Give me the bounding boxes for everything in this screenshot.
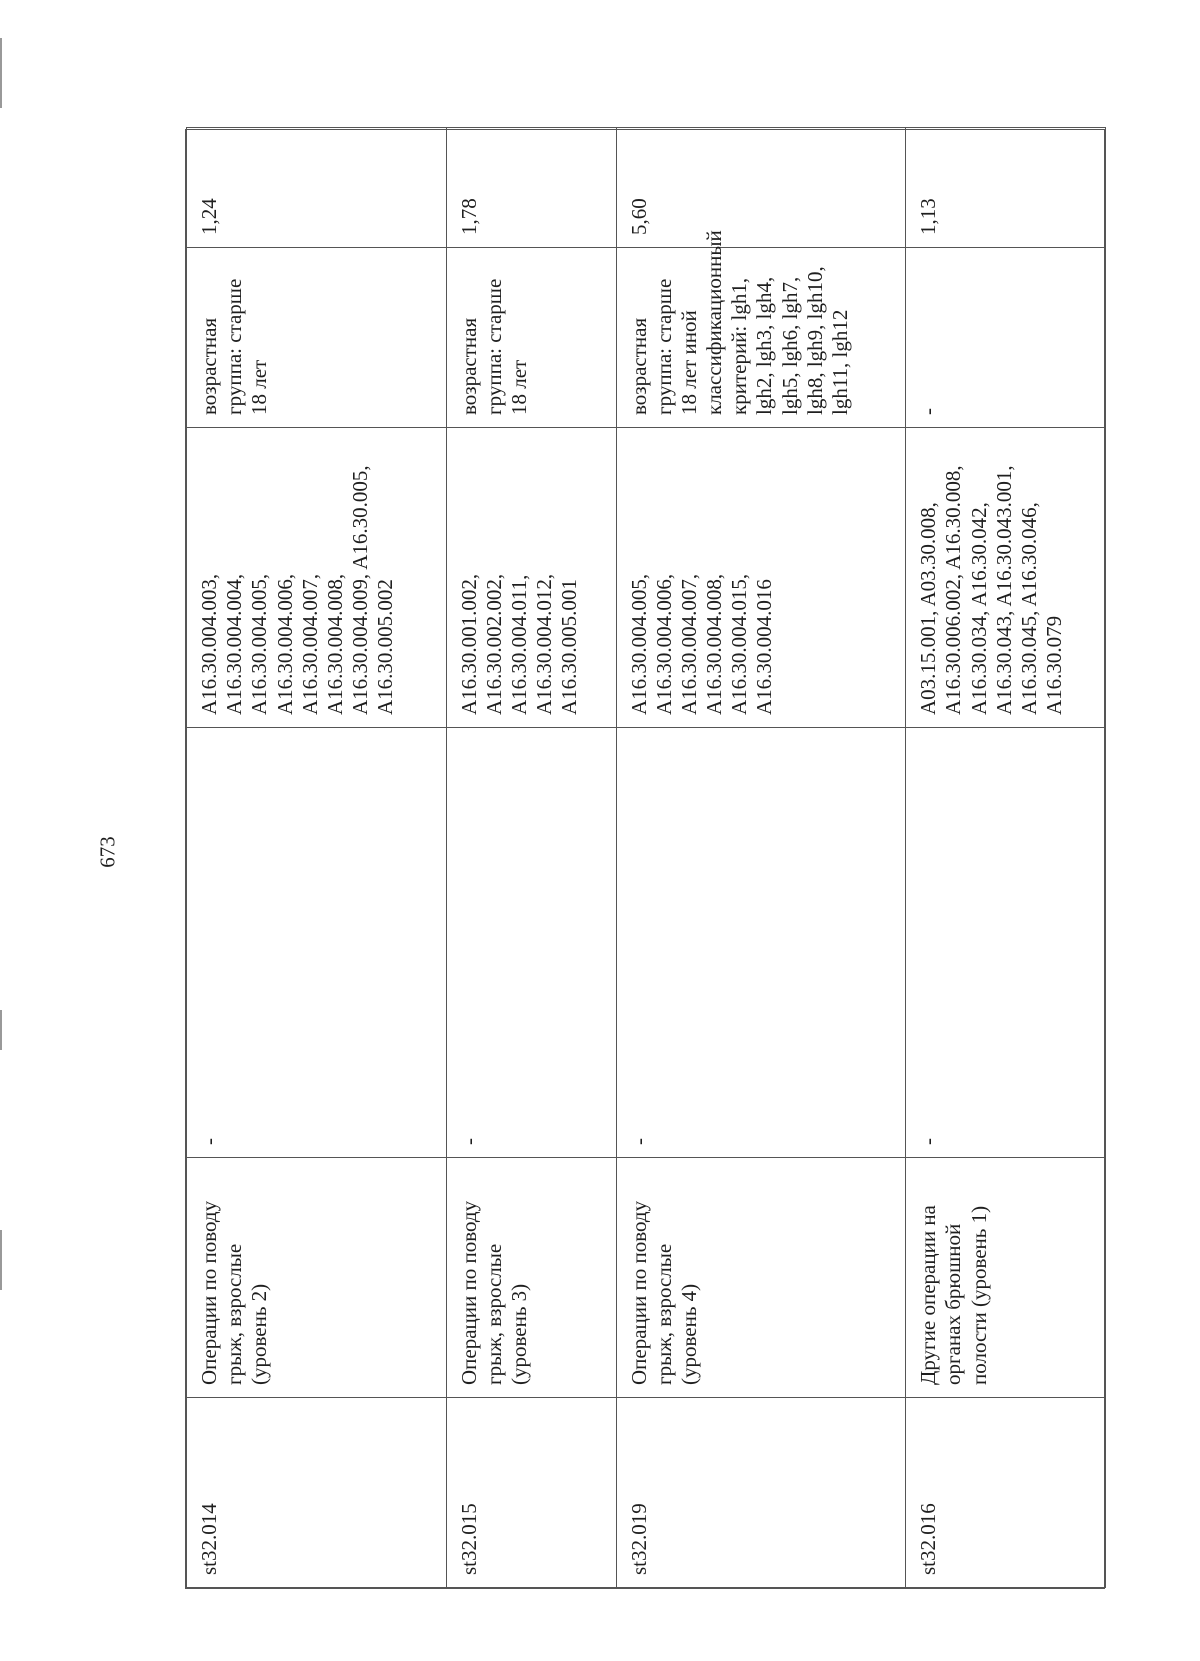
table-row <box>187 128 447 1588</box>
tariff-table <box>186 127 1106 1588</box>
rotated-table-container <box>185 129 1200 1575</box>
table-row <box>616 128 906 1588</box>
scan-edge-mark <box>0 1010 2 1050</box>
criteria-cell: - <box>906 248 1106 428</box>
coefficient-cell: 1,13 <box>906 128 1106 248</box>
ksg-name-cell: Другие операции на органах брюшной полости (уровень 1) <box>906 1158 1106 1398</box>
ksg-code-cell: st32.019 <box>616 1398 906 1588</box>
ksg-code-cell: st32.016 <box>906 1398 1106 1588</box>
diagnoses-cell: - <box>616 728 906 1158</box>
coefficient-cell: 1,24 <box>187 128 447 248</box>
table-row <box>446 128 616 1588</box>
services-cell: A16.30.001.002, A16.30.002.002, A16.30.004.011, A16.30.004.012, A16.30.005.001 <box>446 428 616 728</box>
coefficient-cell: 1,78 <box>446 128 616 248</box>
ksg-name-cell: Операции по поводу грыж, взрослые (уровень 3) <box>446 1158 616 1398</box>
table-frame <box>185 129 1105 1589</box>
criteria-cell: возрастная группа: старше 18 лет <box>187 248 447 428</box>
diagnoses-cell: - <box>446 728 616 1158</box>
ksg-code-cell: st32.014 <box>187 1398 447 1588</box>
coefficient-cell: 5,60 <box>616 128 906 248</box>
diagnoses-cell: - <box>906 728 1106 1158</box>
services-cell: A16.30.004.003, A16.30.004.004, A16.30.004.005, A16.30.004.006, A16.30.004.007, A16.30.004.008, A16.30.004.009, A16.30.005, A16.30.005.002 <box>187 428 447 728</box>
page-number: 673 <box>95 836 120 868</box>
scan-edge-mark <box>0 1230 2 1290</box>
criteria-cell: возрастная группа: старше 18 лет иной классификационный критерий: lgh1, lgh2, lgh3, lgh4, lgh5, lgh6, lgh7, lgh8, lgh9, lgh10, lgh11, lgh12 <box>616 248 906 428</box>
diagnoses-cell: - <box>187 728 447 1158</box>
services-cell: A03.15.001, A03.30.008, A16.30.006.002, A16.30.008, A16.30.034, A16.30.042, A16.30.043, A16.30.043.001, A16.30.045, A16.30.046, A16.30.079 <box>906 428 1106 728</box>
services-cell: A16.30.004.005, A16.30.004.006, A16.30.004.007, A16.30.004.008, A16.30.004.015, A16.30.004.016 <box>616 428 906 728</box>
table-row <box>906 128 1106 1588</box>
scan-edge-mark <box>0 38 2 108</box>
ksg-name-cell: Операции по поводу грыж, взрослые (уровень 2) <box>187 1158 447 1398</box>
criteria-cell: возрастная группа: старше 18 лет <box>446 248 616 428</box>
ksg-code-cell: st32.015 <box>446 1398 616 1588</box>
ksg-name-cell: Операции по поводу грыж, взрослые (уровень 4) <box>616 1158 906 1398</box>
